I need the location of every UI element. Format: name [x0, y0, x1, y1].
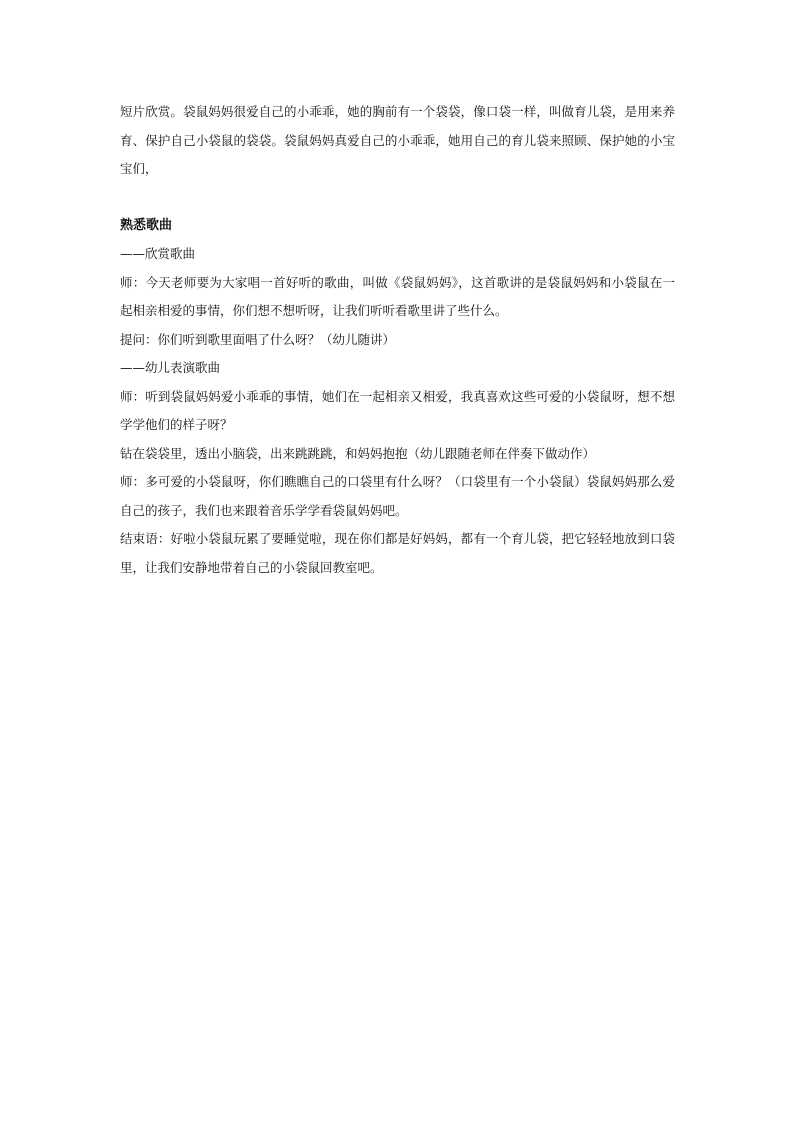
actions-paragraph: 钻在袋袋里，透出小脑袋，出来跳跳跳，和妈妈抱抱（幼儿跟随老师在伴奏下做动作） — [120, 445, 596, 461]
subheading-appreciate-song: ——欣赏歌曲 — [120, 246, 196, 261]
teacher-intro-paragraph: 师：今天老师要为大家唱一首好听的歌曲，叫做《袋鼠妈妈》，这首歌讲的是袋鼠妈妈和小袋鼠在一起相亲相爱的事情，你们想不想听呀，让我们听听看歌里讲了些什么。 — [120, 274, 675, 318]
teacher-pocket-paragraph: 师：多可爱的小袋鼠呀，你们瞧瞧自己的口袋里有什么呀？（口袋里有一个小袋鼠）袋鼠妈妈那么爱自己的孩子，我们也来跟着音乐学学看袋鼠妈妈吧。 — [120, 474, 675, 518]
section-heading: 熟悉歌曲 — [120, 217, 173, 233]
intro-paragraph: 短片欣赏。袋鼠妈妈很爱自己的小乖乖，她的胸前有一个袋袋，像口袋一样，叫做育儿袋，是用来养育、保护自己小袋鼠的袋袋。袋鼠妈妈真爱自己的小乖乖，她用自己的育儿袋来照顾、保护她的小宝宝们， — [120, 104, 675, 176]
question-paragraph: 提问：你们听到歌里面唱了什么呀？（幼儿随讲） — [120, 331, 396, 347]
closing-paragraph: 结束语：好啦小袋鼠玩累了要睡觉啦，现在你们都是好妈妈，都有一个育儿袋，把它轻轻地放到口袋里，让我们安静地带着自己的小袋鼠回教室吧。 — [120, 531, 675, 575]
document-body — [120, 98, 675, 582]
teacher-perform-paragraph: 师：听到袋鼠妈妈爱小乖乖的事情，她们在一起相亲又相爱，我真喜欢这些可爱的小袋鼠呀，想不想学学他们的样子呀？ — [120, 388, 675, 432]
subheading-perform-song: ——幼儿表演歌曲 — [120, 360, 221, 375]
